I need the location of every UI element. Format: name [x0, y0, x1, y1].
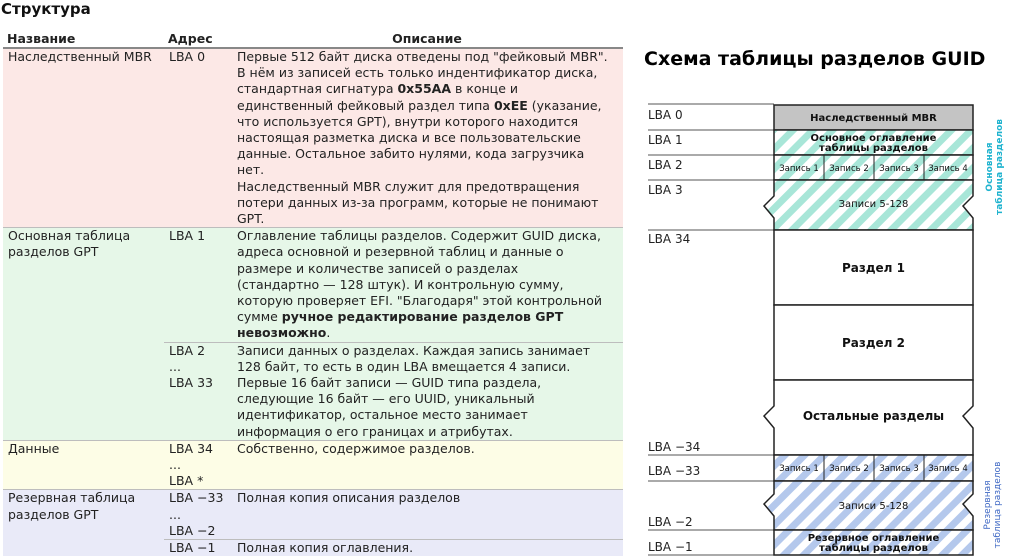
address-lba2: LBA 2 — [169, 342, 206, 358]
desc-line: Полная копия оглавления. — [237, 540, 414, 556]
desc-line: единственный фейковый раздел типа 0xEE (указание, — [237, 97, 602, 113]
address-lba1: LBA 1 — [169, 228, 206, 244]
cell-name-mbr — [3, 48, 164, 228]
desc-line: что используется GPT), внутри которого находится — [237, 113, 578, 129]
cell-address-secondary-header — [164, 540, 232, 557]
address-ellipsis: ... — [169, 457, 181, 473]
section-title: Структура — [1, 0, 91, 18]
lba-label-m33: LBA −33 — [648, 464, 701, 478]
desc-line: невозможно. — [237, 325, 331, 341]
primary-entry-1: Запись 1 — [779, 164, 819, 174]
cell-address-mbr — [164, 48, 232, 228]
address-lba0: LBA 0 — [169, 49, 206, 64]
primary-entries-5-128-label: Записи 5-128 — [838, 199, 909, 210]
desc-line: следующие 16 байт — его UUID, уникальный — [237, 391, 535, 407]
partition-type-0xee: 0xEE — [493, 97, 528, 113]
backup-entry-4: Запись 4 — [928, 464, 968, 474]
address-lba33: LBA 33 — [169, 375, 213, 391]
desc-line: потери данных из-за программ, которые не понимают — [237, 194, 599, 210]
cell-description-primary-entries — [232, 342, 623, 440]
side-label-backup — [983, 462, 1003, 549]
desc-line: идентификатор, остальное место занимает — [237, 407, 528, 423]
svg-text:таблица разделов: таблица разделов — [993, 461, 1003, 549]
desc-line: сумме ручное редактирование разделов GPT — [237, 309, 564, 325]
backup-entry-1: Запись 1 — [779, 464, 819, 474]
desc-line: GPT. — [237, 211, 265, 227]
cell-name-primary-gpt — [3, 228, 164, 441]
lba-label-34: LBA 34 — [648, 232, 691, 246]
name-secondary-line1: Резервная таблица — [8, 490, 136, 506]
desc-line: (стандартно — 128 штук). И контрольную сумму, — [237, 276, 564, 292]
desc-line: стандартная сигнатура 0x55AA в конце и — [237, 81, 518, 97]
desc-line: Оглавление таблицы разделов. Содержит GUID диска, — [237, 228, 601, 244]
cell-description-data — [232, 440, 623, 490]
desc-line: информация о его границах и атрибутах. — [237, 423, 513, 439]
table-row-secondary-gpt-entries — [3, 490, 623, 540]
name-primary-line2: разделов GPT — [8, 244, 99, 260]
cell-address-secondary-entries — [164, 490, 232, 540]
primary-entry-4: Запись 4 — [928, 164, 968, 174]
address-ellipsis: ... — [169, 506, 181, 522]
cell-name-data — [3, 440, 164, 490]
desc-line: нет. — [237, 162, 265, 178]
lba-label-m1: LBA −1 — [648, 540, 693, 554]
gpt-structure-table — [3, 31, 623, 556]
block-mbr-label: Наследственный MBR — [810, 113, 937, 124]
table-row-data — [3, 440, 623, 490]
address-lba-m2: LBA −2 — [169, 522, 216, 538]
scheme-title: Схема таблицы разделов GUID — [644, 48, 986, 70]
name-mbr: Наследственный MBR — [8, 49, 152, 64]
lba-label-m2: LBA −2 — [648, 515, 693, 529]
block-backup-header-line2: таблицы разделов — [819, 543, 928, 554]
desc-line: Наследственный MBR служит для предотвращения — [237, 178, 580, 194]
column-header-address: Адрес — [164, 31, 232, 48]
block-backup-header-line1: Резервное оглавление — [807, 533, 940, 544]
desc-line: Первые 512 байт диска отведены под "фейковый MBR". — [237, 49, 608, 64]
desc-line: данные. Остальное забито нулями, кода загрузчика — [237, 146, 585, 162]
desc-line: Первые 16 байт записи — GUID типа раздела, — [237, 375, 542, 391]
desc-line: которую проверяет EFI. "Благодаря" этой контрольной — [237, 293, 602, 309]
cell-description-mbr — [232, 48, 623, 228]
lba-label-2: LBA 2 — [648, 158, 683, 172]
block-primary-header-line1: Основное оглавление — [810, 133, 937, 144]
backup-entry-2: Запись 2 — [829, 464, 869, 474]
address-lba34: LBA 34 — [169, 440, 213, 456]
name-primary-line1: Основная таблица — [8, 228, 131, 244]
name-data: Данные — [8, 440, 60, 456]
partition-1-label: Раздел 1 — [841, 261, 906, 275]
backup-entries-5-128-label: Записи 5-128 — [838, 501, 909, 512]
cell-description-secondary-header — [232, 540, 623, 557]
lba-label-0: LBA 0 — [648, 108, 683, 122]
svg-text:Основная: Основная — [985, 142, 995, 192]
desc-line: размере и количестве записей о разделах — [237, 260, 519, 276]
table-header-row — [3, 31, 623, 48]
cell-address-primary-entries — [164, 342, 232, 440]
other-partitions-label: Остальные разделы — [802, 409, 945, 423]
block-primary-header-line2: таблицы разделов — [819, 143, 928, 154]
desc-line: адреса основной и резервной таблиц и данные о — [237, 244, 564, 260]
address-lba-m1: LBA −1 — [169, 540, 216, 556]
manual-edit-impossible-bold: ручное редактирование разделов GPT — [281, 309, 564, 325]
lba-label-m34: LBA −34 — [648, 440, 701, 454]
desc-line: настоящая разметка диска и все пользовательские — [237, 130, 581, 146]
table-row-protective-mbr — [3, 48, 623, 228]
gpt-scheme-diagram — [640, 100, 1009, 557]
lba-labels — [648, 104, 774, 555]
table-row-primary-gpt-header — [3, 228, 623, 342]
desc-line: 128 байт, то есть в один LBA вмещается 4 записи. — [237, 358, 571, 374]
svg-text:таблица разделов: таблица разделов — [995, 119, 1005, 215]
column-header-description: Описание — [232, 31, 623, 48]
signature-0x55aa: 0x55AA — [397, 81, 451, 97]
primary-entry-3: Запись 3 — [879, 164, 919, 174]
desc-line: Полная копия описания разделов — [237, 490, 461, 506]
cell-description-primary-header — [232, 228, 623, 342]
lba-label-3: LBA 3 — [648, 183, 683, 197]
backup-entry-3: Запись 3 — [879, 464, 919, 474]
address-ellipsis: ... — [169, 358, 181, 374]
desc-line: Записи данных о разделах. Каждая запись занимает — [237, 342, 591, 358]
cell-name-secondary-gpt — [3, 490, 164, 556]
desc-line: Собственно, содержимое разделов. — [237, 440, 475, 456]
column-header-name: Название — [3, 31, 164, 48]
address-lba-m33: LBA −33 — [169, 490, 224, 506]
name-secondary-line2: разделов GPT — [8, 506, 99, 522]
cell-address-data — [164, 440, 232, 490]
svg-text:Резервная: Резервная — [983, 480, 993, 530]
cell-address-primary-header — [164, 228, 232, 342]
side-label-primary — [985, 119, 1005, 215]
address-lba-star: LBA * — [169, 473, 204, 489]
cell-description-secondary-entries — [232, 490, 623, 540]
partition-2-label: Раздел 2 — [841, 336, 906, 350]
desc-line: В нём из записей есть только индентификатор диска, — [237, 65, 598, 81]
primary-entry-2: Запись 2 — [829, 164, 869, 174]
gpt-structure-table-wrapper — [3, 31, 623, 556]
lba-label-1: LBA 1 — [648, 133, 683, 147]
